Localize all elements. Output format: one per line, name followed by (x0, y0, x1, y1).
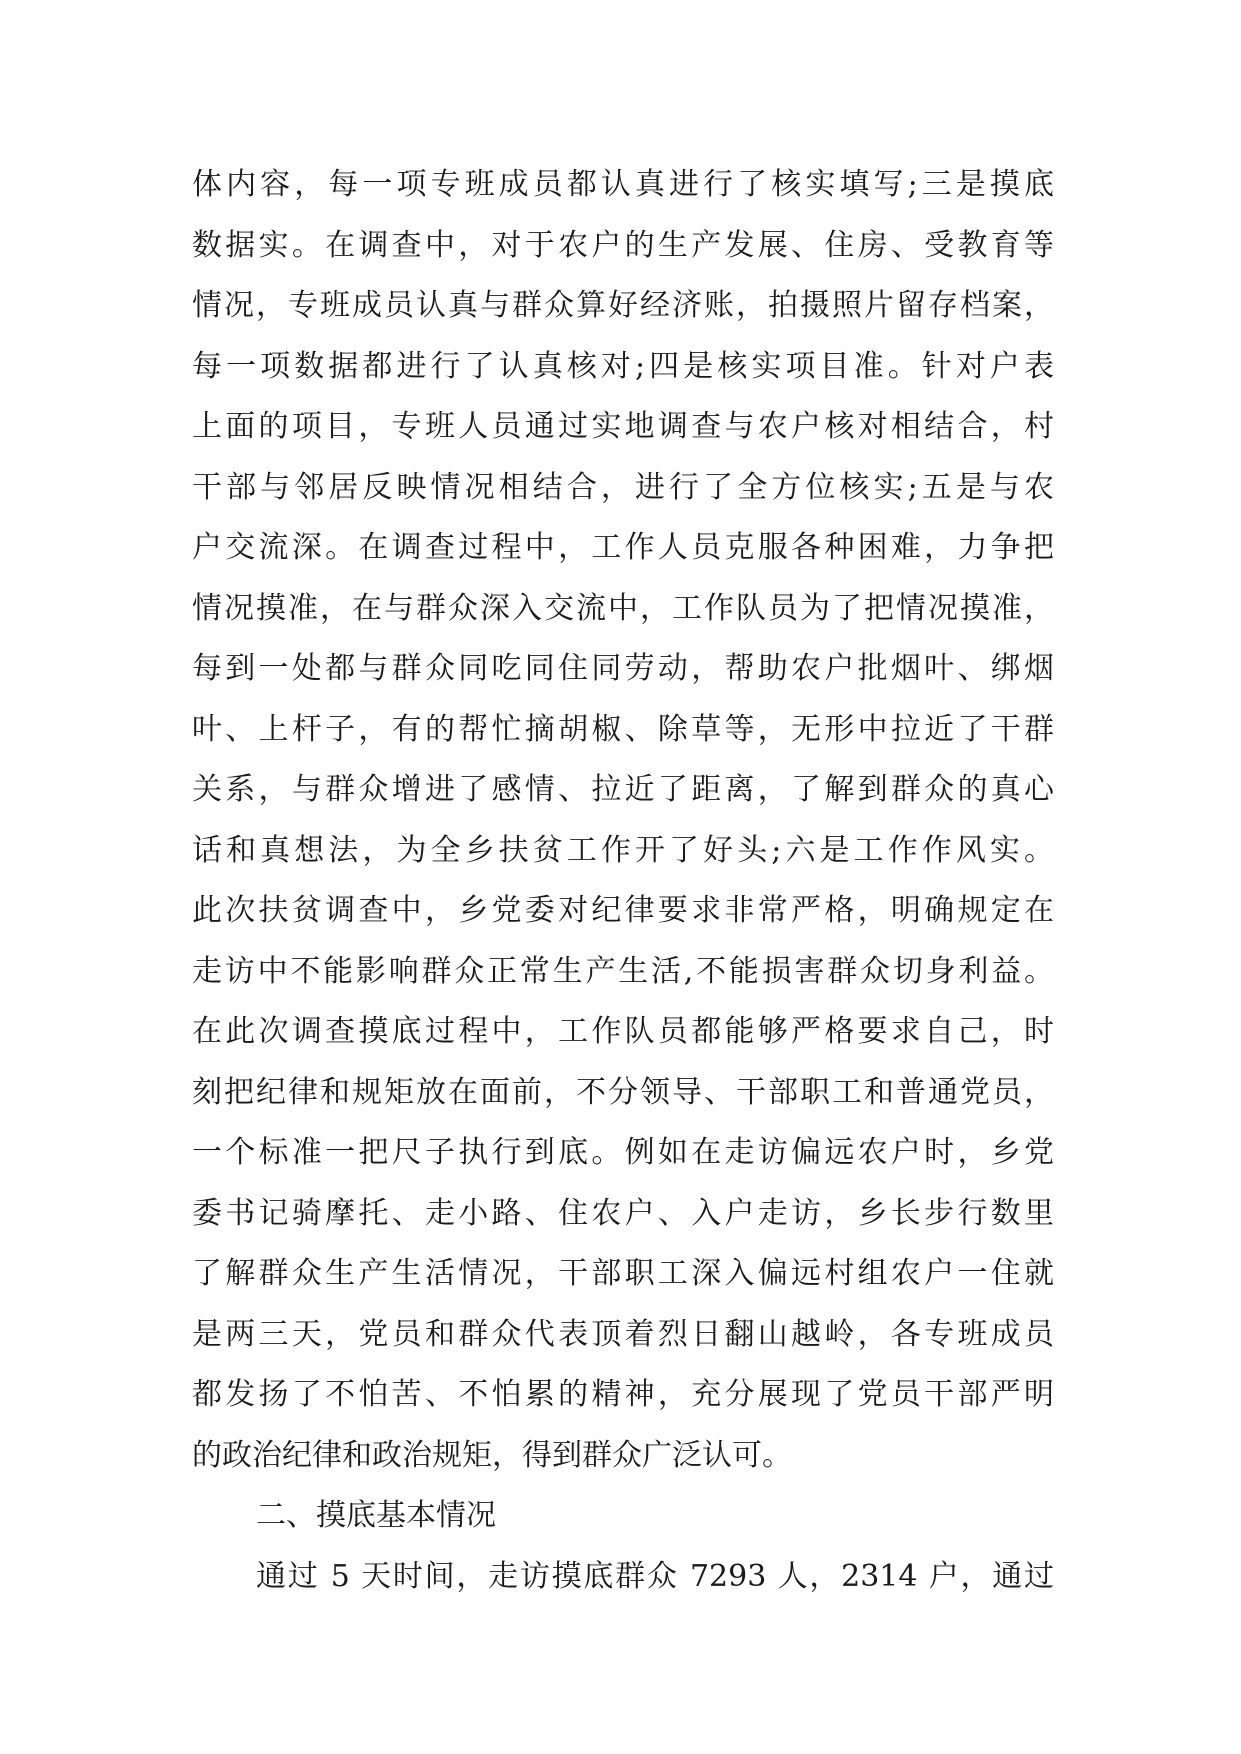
text-line: 委书记骑摩托、走小路、住农户、入户走访，乡长步行数里 (192, 1195, 1054, 1231)
text-line: 话和真想法，为全乡扶贫工作开了好头;六是工作作风实。 (192, 832, 1054, 868)
text-line: 体内容，每一项专班成员都认真进行了核实填写;三是摸底 (192, 167, 1054, 202)
text-line: 一个标准一把尺子执行到底。例如在走访偏远农户时，乡党 (192, 1135, 1054, 1170)
text-line: 在此次调查摸底过程中，工作队员都能够严格要求自己，时 (192, 1014, 1054, 1049)
text-line: 户交流深。在调查过程中，工作人员克服各种困难，力争把 (192, 530, 1054, 565)
text-line: 都发扬了不怕苦、不怕累的精神，充分展现了党员干部严明 (192, 1377, 1054, 1412)
text-line: 的政治纪律和政治规矩，得到群众广泛认可。 (192, 1437, 792, 1473)
text-line: 情况摸准，在与群众深入交流中，工作队员为了把情况摸准， (192, 590, 1054, 626)
text-line: 每一项数据都进行了认真核对;四是核实项目准。针对户表 (192, 348, 1054, 384)
text-line: 通过 5 天时间，走访摸底群众 7293 人，2314 户，通过 (256, 1558, 1054, 1594)
section-heading: 二、摸底基本情况 (256, 1498, 496, 1533)
text-line: 每到一处都与群众同吃同住同劳动，帮助农户批烟叶、绑烟 (192, 651, 1054, 686)
text-line: 刻把纪律和规矩放在面前，不分领导、干部职工和普通党员， (192, 1074, 1054, 1110)
text-line: 数据实。在调查中，对于农户的生产发展、住房、受教育等 (192, 227, 1054, 263)
text-line: 了解群众生产生活情况，干部职工深入偏远村组农户一住就 (192, 1256, 1054, 1291)
text-line: 干部与邻居反映情况相结合，进行了全方位核实;五是与农 (192, 469, 1054, 505)
text-line: 上面的项目，专班人员通过实地调查与农户核对相结合，村 (192, 409, 1054, 444)
document-body (192, 155, 1054, 1607)
text-line: 是两三天，党员和群众代表顶着烈日翻山越岭，各专班成员 (192, 1316, 1054, 1352)
text-line: 关系，与群众增进了感情、拉近了距离，了解到群众的真心 (192, 772, 1054, 807)
text-line: 情况，专班成员认真与群众算好经济账，拍摄照片留存档案， (192, 288, 1054, 323)
text-line: 走访中不能影响群众正常生产生活,不能损害群众切身利益。 (192, 953, 1054, 989)
text-line: 叶、上杆子，有的帮忙摘胡椒、除草等，无形中拉近了干群 (192, 711, 1054, 747)
text-line: 此次扶贫调查中，乡党委对纪律要求非常严格，明确规定在 (192, 893, 1054, 928)
